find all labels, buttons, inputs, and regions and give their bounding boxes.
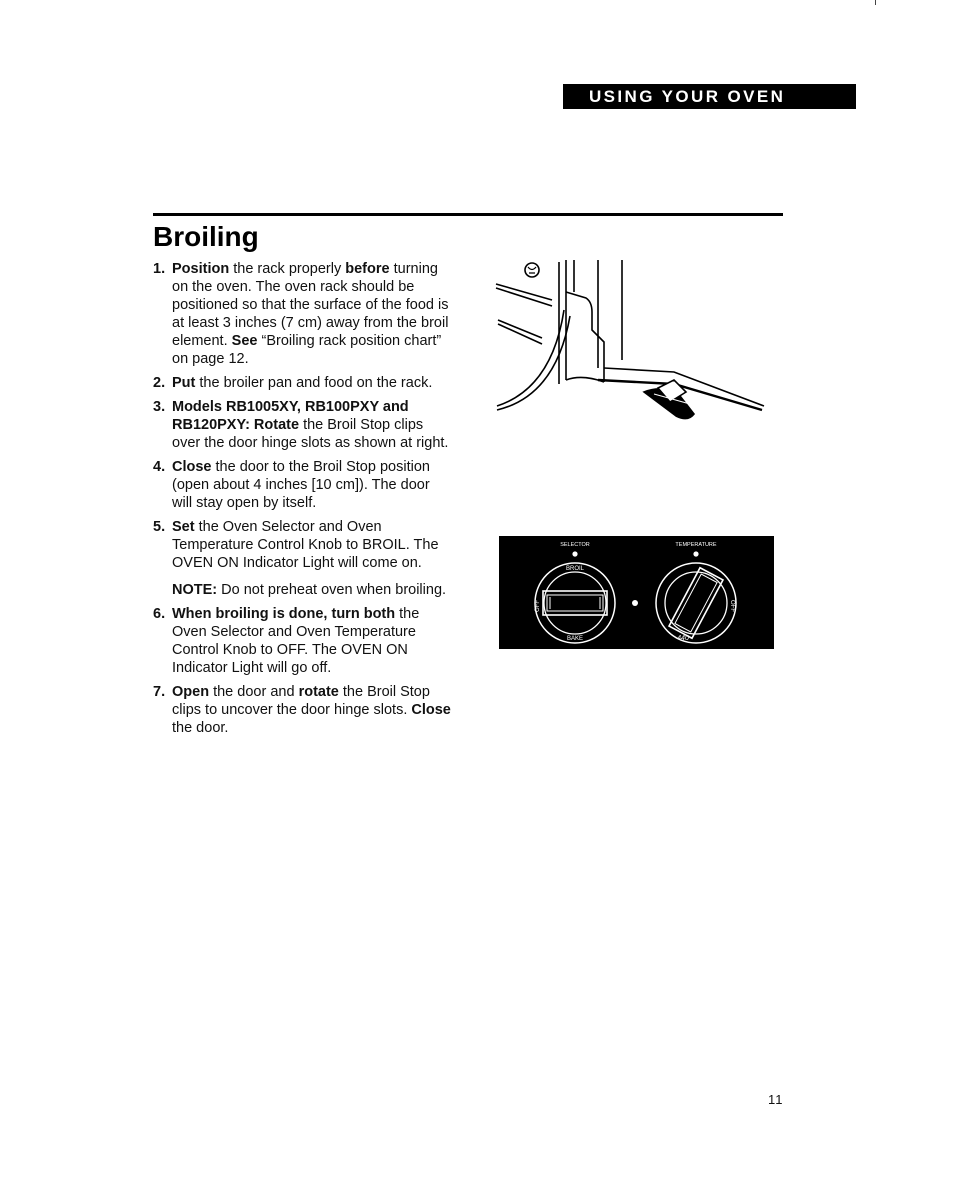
step-keyword: When broiling is done, turn both xyxy=(172,606,396,622)
broil-stop-clip-illustration xyxy=(494,256,780,428)
step-keyword: Position xyxy=(172,261,230,277)
step-6 xyxy=(153,605,453,677)
temperature-indicator-dot xyxy=(693,551,698,556)
page-number: 11 xyxy=(768,1092,784,1107)
oven-control-panel-figure xyxy=(499,536,774,649)
step-3 xyxy=(153,398,453,452)
step-number: 6. xyxy=(153,606,166,622)
selector-label: SELECTOR xyxy=(560,542,590,548)
step-number: 5. xyxy=(153,519,166,535)
step-text: the Oven Selector and Oven Temperature Control Knob to OFF. The OVEN ON Indicator Light will go off. xyxy=(172,606,420,676)
step-5 xyxy=(153,518,453,599)
step-text: “Broiling rack position chart” on page 12. xyxy=(172,333,442,367)
oven-on-indicator-light xyxy=(632,600,638,606)
step-text: the door. xyxy=(172,720,229,736)
step-2 xyxy=(153,374,453,392)
knob-mark-broil: BROIL xyxy=(565,566,585,572)
step-text: the door and xyxy=(209,684,299,700)
step-keyword: Open xyxy=(172,684,210,700)
step-keyword: See xyxy=(231,333,258,349)
step-keyword: Close xyxy=(172,459,212,475)
step-keyword: Models RB1005XY, RB100PXY and RB120PXY: Rotate xyxy=(172,399,409,433)
step-text: the rack properly xyxy=(229,261,346,277)
knob-mark-440: 440 xyxy=(677,635,689,642)
step-number: 2. xyxy=(153,375,166,391)
knob-mark-temp-off: OFF xyxy=(729,600,735,612)
instruction-steps xyxy=(153,260,453,743)
scan-tick-mark xyxy=(875,0,876,5)
section-header-bar: USING YOUR OVEN xyxy=(563,84,856,109)
step-text: the Broil Stop clips over the door hinge slots as shown at right. xyxy=(172,417,449,451)
step-number: 4. xyxy=(153,459,166,475)
step-text: turning on the oven. The oven rack should be positioned so that the surface of the food is at least 3 inches (7 cm) away from the broil element. xyxy=(172,261,449,349)
step-text: the Oven Selector and Oven Temperature Control Knob to BROIL. The OVEN ON Indicator Light will come on. xyxy=(172,519,439,571)
note-label: NOTE: xyxy=(172,582,218,598)
step-keyword: Put xyxy=(172,375,196,391)
step-keyword: Close xyxy=(411,702,451,718)
temperature-label: TEMPERATURE xyxy=(675,542,717,548)
step-1 xyxy=(153,260,453,368)
step-text: the broiler pan and food on the rack. xyxy=(195,375,433,391)
knob-mark-off: OFF xyxy=(535,600,541,612)
control-panel-background xyxy=(499,536,774,649)
step-7 xyxy=(153,683,453,737)
step-text: the door to the Broil Stop position (open about 4 inches [10 cm]). The door will stay open by itself. xyxy=(172,459,430,511)
page-title: Broiling xyxy=(153,221,259,252)
step-4 xyxy=(153,458,453,512)
note-text: Do not preheat oven when broiling. xyxy=(217,582,447,598)
step-note xyxy=(172,581,453,599)
step-text: the Broil Stop clips to uncover the door hinge slots. xyxy=(172,684,430,718)
step-keyword: rotate xyxy=(298,684,339,700)
title-rule xyxy=(153,213,783,216)
step-number: 3. xyxy=(153,399,166,415)
knob-mark-bake: BAKE xyxy=(566,636,584,642)
step-keyword: before xyxy=(345,261,390,277)
step-keyword: Set xyxy=(172,519,195,535)
step-number: 7. xyxy=(153,684,166,700)
step-number: 1. xyxy=(153,261,166,277)
selector-indicator-dot xyxy=(572,551,577,556)
